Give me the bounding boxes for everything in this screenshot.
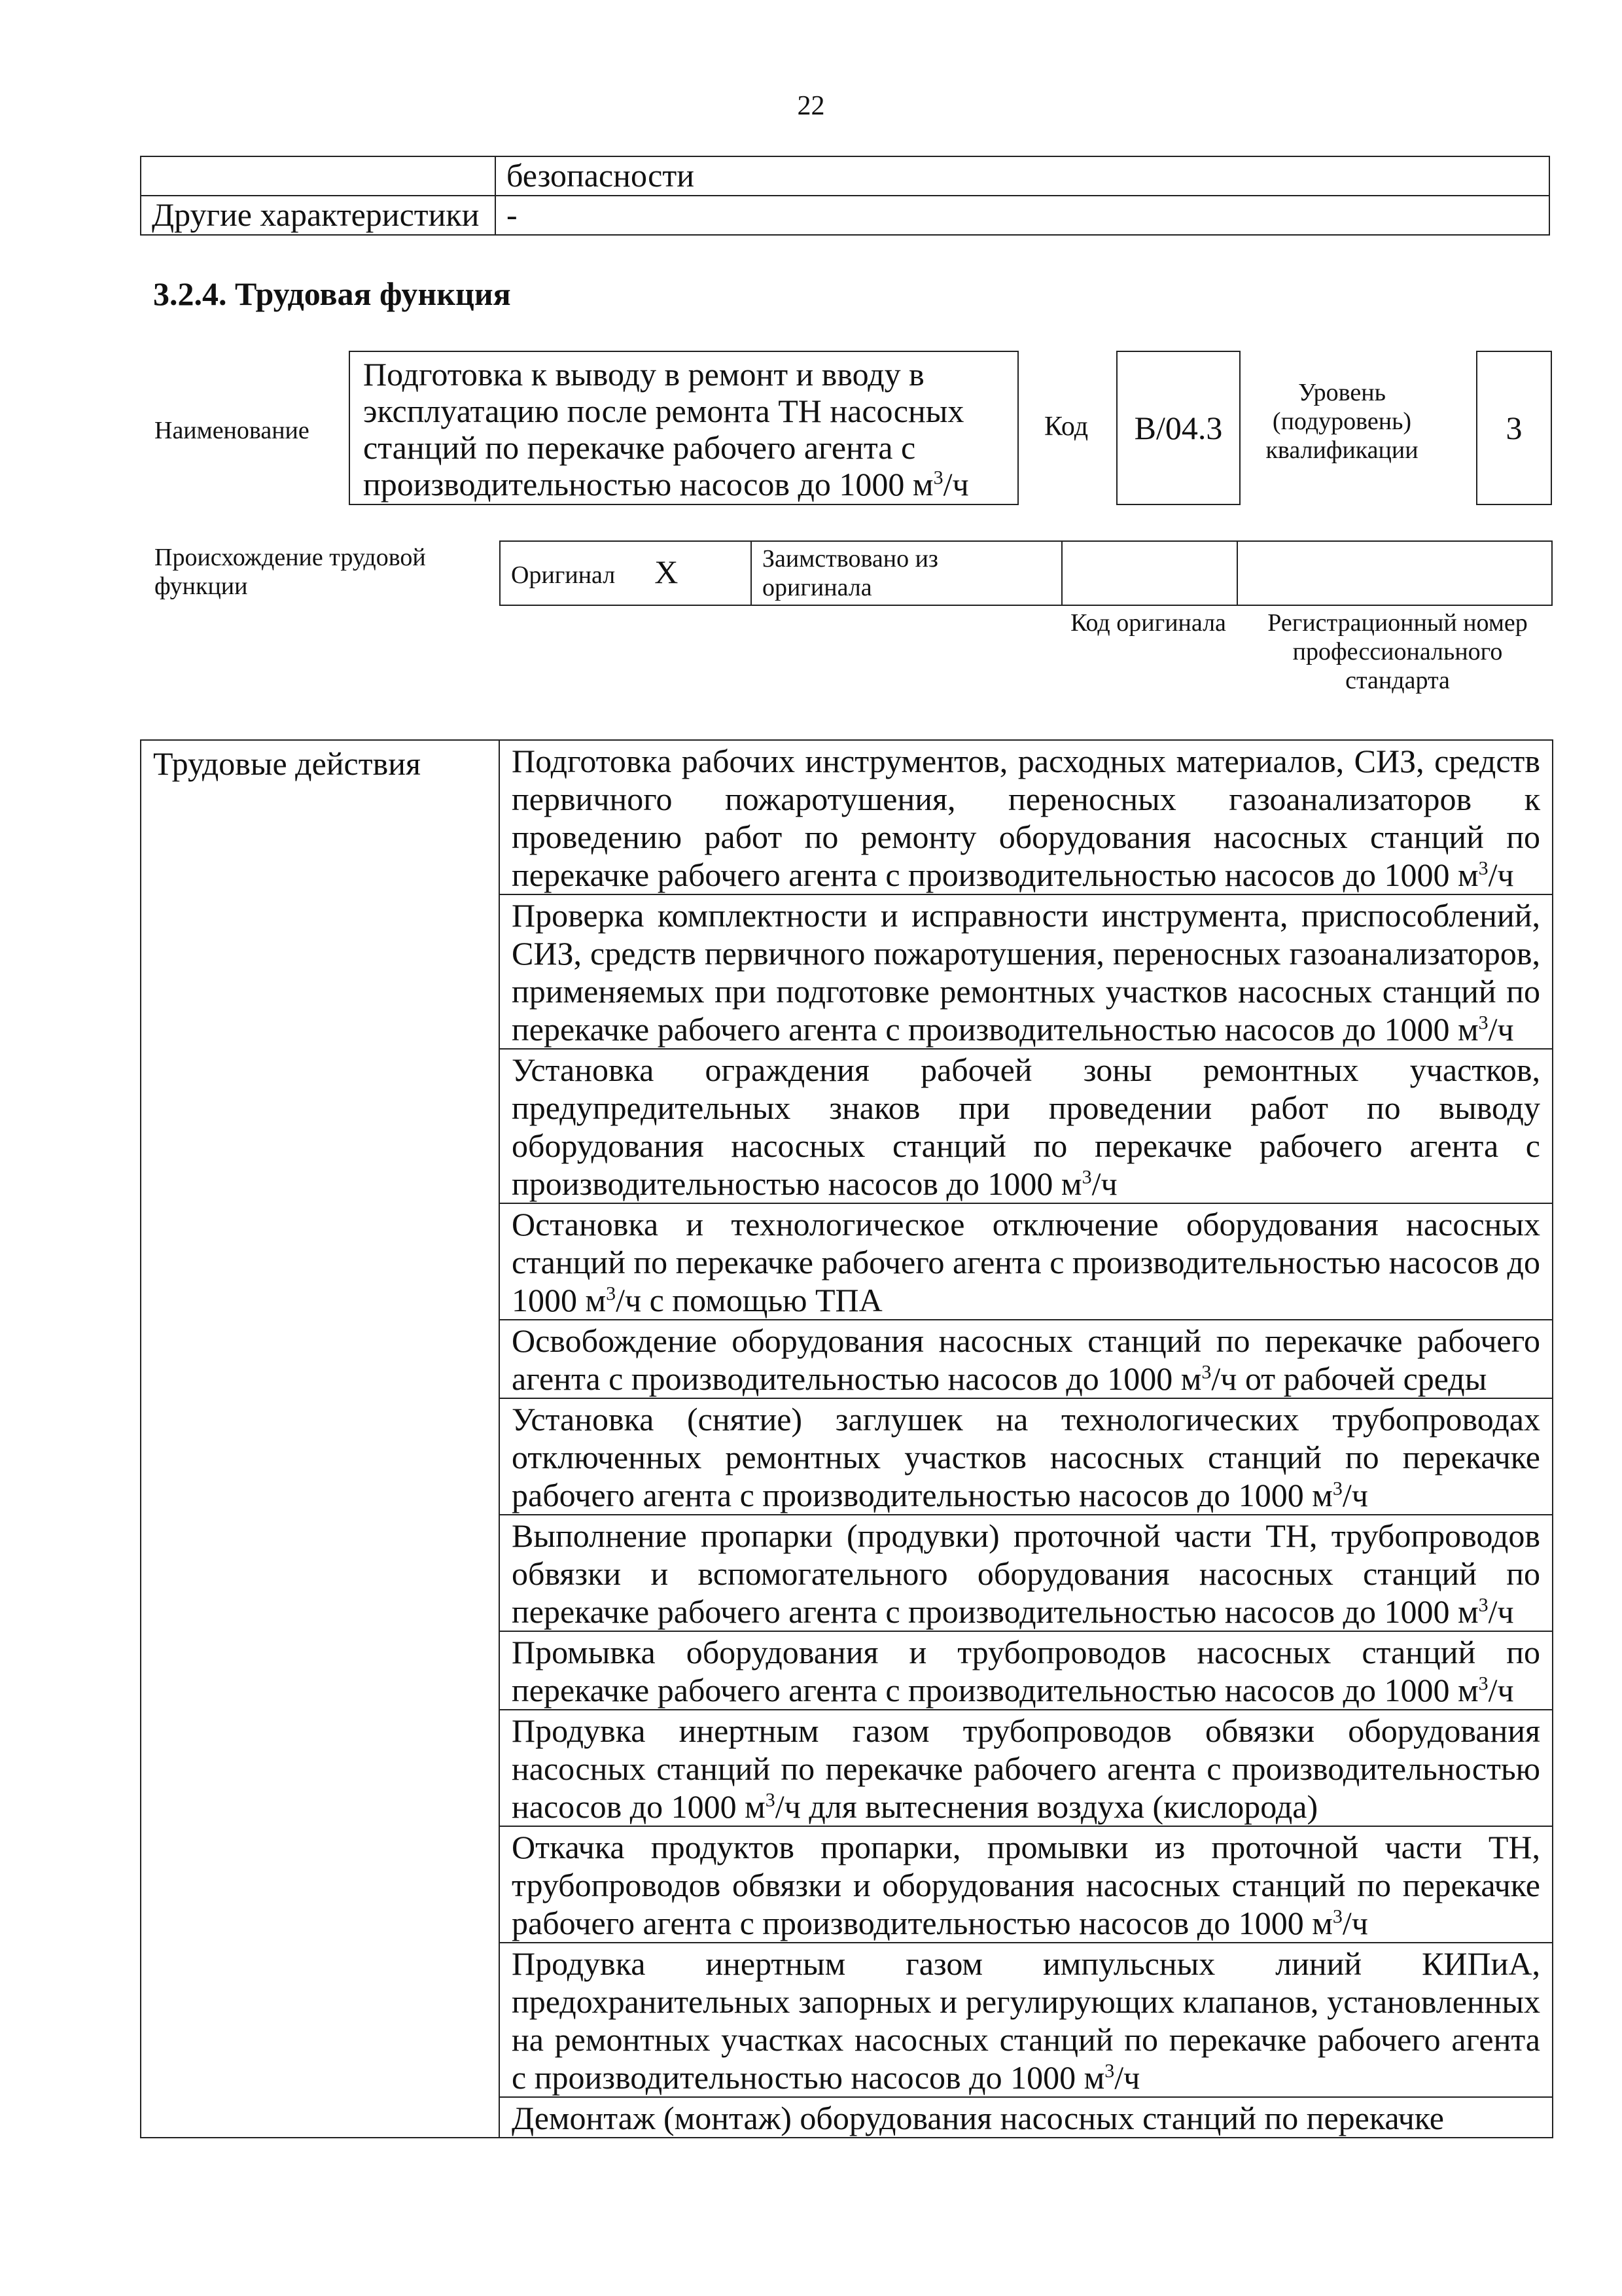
labor-action-end: /ч [1488,857,1514,893]
labor-action-text: Выполнение пропарки (продувки) проточной части ТН, трубопроводов обвязки и вспомогательного оборудования насосных станций по перекачке рабочего агента с производительностью насосов до 1000 м [512,1517,1540,1630]
level-label [1260,378,1424,465]
original-mark: X [654,553,679,590]
labor-action-item [499,1943,1553,2097]
labor-action-text: Продувка инертным газом трубопроводов обвязки оборудования насосных станций по перекачке рабочего агента с производительностью насосов до 1000 м [512,1712,1540,1825]
labor-action-end: /ч [1114,2059,1140,2096]
level-label-line: квалификации [1265,436,1419,464]
code-value-box [1116,351,1241,505]
level-label-line: Уровень [1298,379,1386,406]
function-name-box [349,351,1019,505]
labor-actions-table [140,739,1553,2138]
labor-action-sup: 3 [1478,1672,1489,1695]
labor-action-text: Установка ограждения рабочей зоны ремонтных участков, предупредительных знаков при проведении работ по выводу оборудования насосных станций по перекачке рабочего агента с производительностью насосов до 1000 м [512,1051,1540,1202]
labor-action-item [499,1826,1553,1943]
labor-action-item [499,740,1553,894]
table-row [141,156,1549,196]
level-label-line: (подуровень) [1272,408,1412,435]
labor-action-item [499,894,1553,1049]
labor-action-item [499,1049,1553,1203]
row-label-cell [141,156,495,196]
labor-action-sup: 3 [1478,1012,1489,1034]
labor-action-item [499,1515,1553,1631]
row-value-cell: безопасности [495,156,1549,196]
labor-action-text: Продувка инертным газом импульсных линий КИПиА, предохранительных запорных и регулирующих клапанов, установленных на ремонтных участках насосных станций по перекачке рабочего агента с производительностью насосов до 1000 м [512,1945,1540,2096]
other-characteristics-label: Другие характеристики [141,196,495,235]
registration-number-cell [1237,541,1552,605]
labor-action-end: /ч для вытеснения воздуха (кислорода) [775,1788,1318,1825]
labor-action-sup: 3 [1201,1361,1212,1383]
labor-action-item [499,1320,1553,1398]
labor-action-end: /ч [1488,1011,1514,1048]
labor-action-end: /ч от рабочей среды [1211,1360,1487,1397]
labor-action-item [499,1710,1553,1826]
table-row [500,541,1552,605]
labor-action-sup: 3 [1332,1477,1343,1500]
registration-number-caption: Регистрационный номер профессионального стандарта [1267,609,1528,694]
other-characteristics-value: - [495,196,1549,235]
function-name-end: /ч [943,466,969,503]
labor-action-end: /ч [1342,1905,1368,1941]
labor-action-sup: 3 [1332,1905,1343,1928]
labor-action-end: /ч [1488,1593,1514,1630]
labor-action-text: Установка (снятие) заглушек на технологических трубопроводах отключенных ремонтных участков насосных станций по перекачке рабочего агента с производительностью насосов до 1000 м [512,1401,1540,1513]
code-label: Код [1044,412,1089,442]
labor-action-item [499,1398,1553,1515]
characteristics-table [140,156,1550,236]
code-value: B/04.3 [1134,410,1223,446]
table-row [141,196,1549,235]
level-value-box [1476,351,1552,505]
labor-action-sup: 3 [1478,857,1489,879]
labor-action-end: /ч [1091,1165,1118,1202]
labor-action-text: Откачка продуктов пропарки, промывки из проточной части ТН, трубопроводов обвязки и оборудования насосных станций по перекачке рабочего агента с производительностью насосов до 1000 м [512,1829,1540,1941]
labor-action-text: Демонтаж (монтаж) оборудования насосных станций по перекачке [512,2100,1444,2136]
original-label: Оригинал [511,561,616,589]
section-title: 3.2.4. Трудовая функция [153,275,511,312]
origin-table [499,540,1553,606]
labor-action-item [499,2097,1553,2138]
name-label: Наименование [154,417,309,444]
labor-action-sup: 3 [1478,1594,1489,1616]
function-name-text: Подготовка к выводу в ремонт и вводу в эксплуатацию после ремонта ТН насосных станций по перекачке рабочего агента с производительностью насосов до 1000 м [363,356,964,503]
labor-action-end: /ч [1488,1672,1514,1708]
labor-actions-label: Трудовые действия [141,740,499,2138]
labor-action-sup: 3 [765,1789,775,1811]
labor-action-text: Остановка и технологическое отключение оборудования насосных станций по перекачке рабочего агента с производительностью насосов до 1000 м [512,1206,1540,1318]
borrowed-cell: Заимствовано из оригинала [751,541,1062,605]
original-cell [500,541,751,605]
labor-action-text: Промывка оборудования и трубопроводов насосных станций по перекачке рабочего агента с производительностью насосов до 1000 м [512,1634,1540,1708]
level-value: 3 [1506,410,1523,446]
labor-action-sup: 3 [1104,2060,1115,2082]
table-row [141,740,1553,894]
origin-label: Происхождение трудовой функции [154,544,426,600]
labor-action-sup: 3 [606,1282,616,1305]
labor-action-end: /ч с помощью ТПА [616,1282,883,1318]
labor-action-item [499,1203,1553,1320]
labor-action-sup: 3 [1082,1166,1092,1188]
original-code-cell [1062,541,1237,605]
labor-action-text: Проверка комплектности и исправности инструмента, приспособлений, СИЗ, средств первичного пожаротушения, переносных газоанализаторов, применяемых при подготовке ремонтных участков насосных станций по перекачке рабочего агента с производительностью насосов до 1000 м [512,897,1540,1048]
page-number: 22 [797,91,825,121]
labor-action-item [499,1631,1553,1710]
function-name-sup: 3 [933,467,943,489]
labor-action-text: Подготовка рабочих инструментов, расходных материалов, СИЗ, средств первичного пожаротушения, переносных газоанализаторов к проведению работ по ремонту оборудования насосных станций по перекачке рабочего агента с производительностью насосов до 1000 м [512,743,1540,893]
labor-action-end: /ч [1342,1477,1368,1513]
labor-action-text: Освобождение оборудования насосных станций по перекачке рабочего агента с производительностью насосов до 1000 м [512,1322,1540,1397]
original-code-caption: Код оригинала [1070,609,1226,637]
